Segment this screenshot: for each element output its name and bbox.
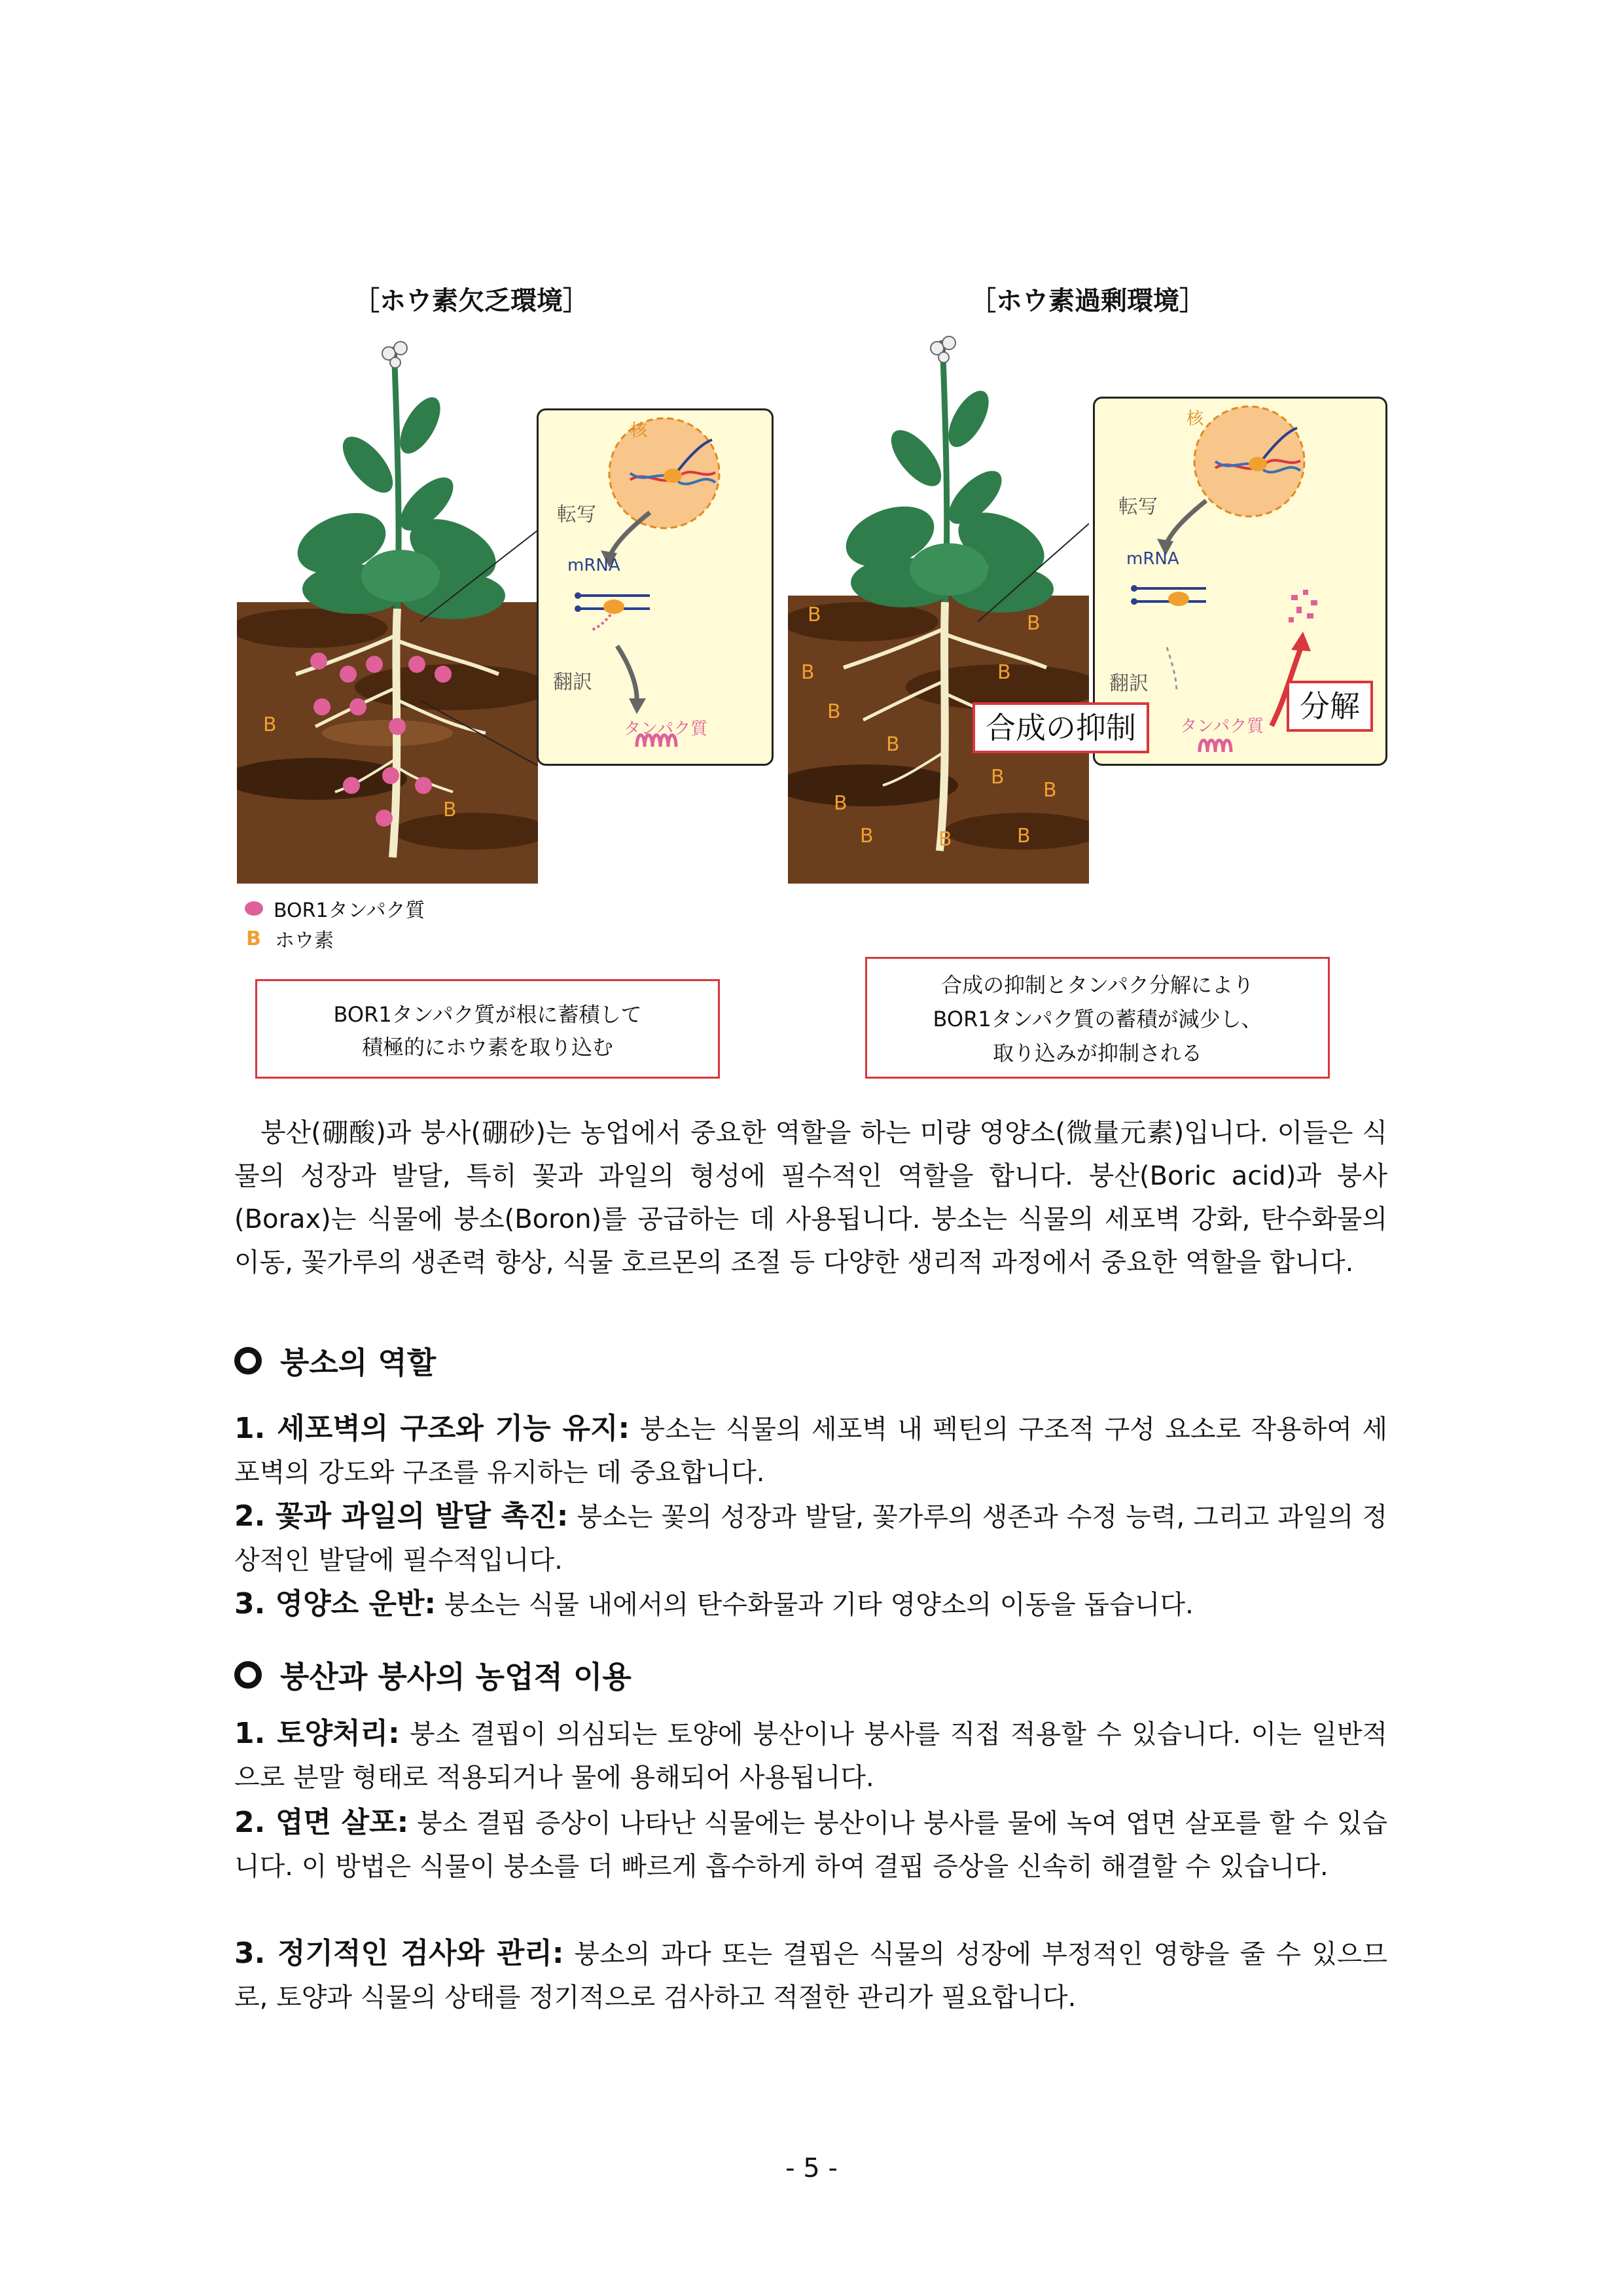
item-text: 붕소는 식물 내에서의 탄수화물과 기타 영양소의 이동을 돕습니다. [436, 1590, 1194, 1620]
bullet-icon [234, 1347, 262, 1374]
section2-item-3 [234, 1932, 1387, 2019]
polymerase [1249, 457, 1267, 471]
left-inset-svg [539, 410, 772, 764]
item-lead: 3. 영양소 운반: [234, 1587, 437, 1621]
ribosome [1168, 592, 1189, 606]
section1-item-3 [234, 1583, 1387, 1626]
leaf [910, 543, 988, 596]
boron-marker: B [1017, 825, 1031, 848]
item-lead: 3. 정기적인 검사와 관리: [234, 1937, 564, 1970]
item-lead: 1. 세포벽의 구조와 기능 유지: [234, 1412, 630, 1445]
legend-protein-label: BOR1タンパク質 [274, 899, 425, 922]
transcription-label: 転写 [1118, 495, 1158, 518]
degradation-label: 分解 [1287, 681, 1373, 732]
left-gene-expression-inset [537, 408, 774, 766]
item-text: 붕소의 과다 또는 결핍은 식물의 성장에 부정적인 영향을 줄 수 있으므로, 토양과 식물의 상태를 정기적으로 검사하고 적절한 관리가 필요합니다. [234, 1939, 1387, 2013]
section2-item-2 [234, 1801, 1387, 1888]
item-lead: 1. 토양처리: [234, 1717, 400, 1750]
section1-heading-text: 붕소의 역할 [280, 1345, 437, 1380]
boron-marker: B [834, 792, 847, 815]
soil-band [322, 720, 453, 746]
intro-paragraph: 붕산(硼酸)과 붕사(硼砂)는 농업에서 중요한 역할을 하는 미량 영양소(微量元素)입니다. 이들은 식물의 성장과 발달, 특히 꽃과 과일의 형성에 필수적인 역할을 합니다. 붕산(Boric acid)과 붕사(Borax)는 식물에 붕소(Boron)를 공급하는 데 사용됩니다. 붕소는 식물의 세포벽 강화, 탄수화물의 이동, 꽃가루의 생존력 향상, 식물 호르몬의 조절 등 다양한 생리적 과정에서 중요한 역할을 합니다. [234, 1118, 1387, 1278]
degraded-protein-fragments [1289, 590, 1317, 622]
legend-boron [246, 924, 334, 953]
mrna-label: mRNA [1126, 549, 1179, 569]
ribosome [603, 600, 624, 614]
right-figure-title: ［ホウ素過剰環境］ [970, 286, 1205, 316]
mrna-label: mRNA [567, 556, 620, 575]
boron-marker: B [808, 603, 821, 626]
nucleus-label: 核 [1186, 409, 1204, 429]
legend-boron-label: ホウ素 [275, 929, 334, 952]
boron-marker: B [827, 700, 841, 723]
item-text: 붕소는 식물의 세포벽 내 펙틴의 구조적 구성 요소로 작용하여 세포벽의 강도와 구조를 유지하는 데 중요합니다. [234, 1414, 1387, 1488]
bullet-icon [234, 1661, 262, 1689]
boron-swatch: B [246, 927, 261, 950]
translation-arrow-head [629, 698, 646, 714]
left-caption-line: BOR1タンパク質が根に蓄積して [333, 1002, 642, 1027]
left-plant-svg [237, 334, 538, 884]
boron-marker: B [801, 661, 815, 684]
nucleus-label: 核 [630, 421, 648, 440]
boron-marker: B [860, 825, 874, 848]
membrane-protein [1200, 740, 1231, 752]
flower [390, 357, 401, 368]
boron-marker: B [1027, 612, 1041, 635]
section1-item-1 [234, 1407, 1387, 1494]
right-caption-box [865, 957, 1330, 1079]
boron-marker: B [997, 661, 1011, 684]
boron-marker: B [991, 766, 1005, 789]
item-text: 붕소는 꽃의 성장과 발달, 꽃가루의 생존과 수정 능력, 그리고 과일의 정상적인 발달에 필수적입니다. [234, 1502, 1388, 1575]
degradation-arrow-head [1291, 632, 1311, 651]
right-caption-line: 取り込みが抑制される [992, 1041, 1202, 1066]
item-lead: 2. 꽃과 과일의 발달 촉진: [234, 1499, 569, 1533]
leaf [940, 384, 997, 453]
peptide [591, 615, 611, 630]
boron-marker: B [938, 828, 952, 851]
flower [942, 336, 955, 350]
section1-heading [234, 1339, 436, 1382]
suppressed-translation-arrow [1167, 647, 1177, 693]
leaf [334, 429, 402, 501]
left-caption-line: 積極的にホウ素を取り込む [361, 1035, 613, 1060]
flower [938, 352, 949, 363]
translation-arrow [617, 646, 637, 698]
section2-heading-text: 붕산과 붕사의 농업적 이용 [280, 1659, 632, 1695]
legend-protein [245, 894, 425, 923]
leaf [361, 550, 440, 602]
boron-marker: B [443, 798, 457, 821]
item-text: 붕소 결핍이 의심되는 토양에 붕산이나 붕사를 직접 적용할 수 있습니다. 이는 일반적으로 분말 형태로 적용되거나 물에 용해되어 사용됩니다. [234, 1719, 1387, 1793]
section2-heading [234, 1653, 632, 1696]
left-caption-box [255, 979, 720, 1079]
section1-item-2 [234, 1495, 1387, 1582]
right-plant-illustration [788, 334, 1089, 884]
soil-band [237, 609, 387, 648]
leaf [392, 391, 448, 459]
right-caption-line: 合成の抑制とタンパク分解により [941, 973, 1254, 997]
boron-marker: B [1043, 779, 1057, 802]
boron-marker: B [263, 713, 277, 736]
protein-label: タンパク質 [1180, 717, 1264, 736]
protein-label: タンパク質 [624, 719, 708, 739]
synthesis-suppression-label: 合成の抑制 [972, 702, 1149, 753]
boron-marker: B [886, 733, 900, 756]
right-caption-line: BOR1タンパク質の蓄積が減少し、 [933, 1007, 1262, 1031]
translation-label: 翻訳 [553, 671, 592, 694]
left-plant-illustration [237, 334, 538, 884]
flower [394, 342, 407, 355]
section2-item-1 [234, 1712, 1387, 1799]
page-number: - 5 - [785, 2153, 838, 2183]
item-text: 붕소 결핍 증상이 나타난 식물에는 붕산이나 붕사를 물에 녹여 엽면 살포를 할 수 있습니다. 이 방법은 식물이 붕소를 더 빠르게 흡수하게 하여 결핍 증상을 신속히 해결할 수 있습니다. [234, 1808, 1387, 1882]
left-figure-title: ［ホウ素欠乏環境］ [353, 286, 589, 316]
leaf [882, 422, 950, 495]
item-lead: 2. 엽면 살포: [234, 1806, 409, 1839]
translation-label: 翻訳 [1109, 672, 1149, 695]
transcription-arrow [611, 512, 650, 554]
transcription-label: 転写 [557, 503, 596, 526]
transcription-arrow [1167, 501, 1206, 543]
protein-swatch [245, 901, 263, 916]
polymerase [664, 469, 682, 483]
